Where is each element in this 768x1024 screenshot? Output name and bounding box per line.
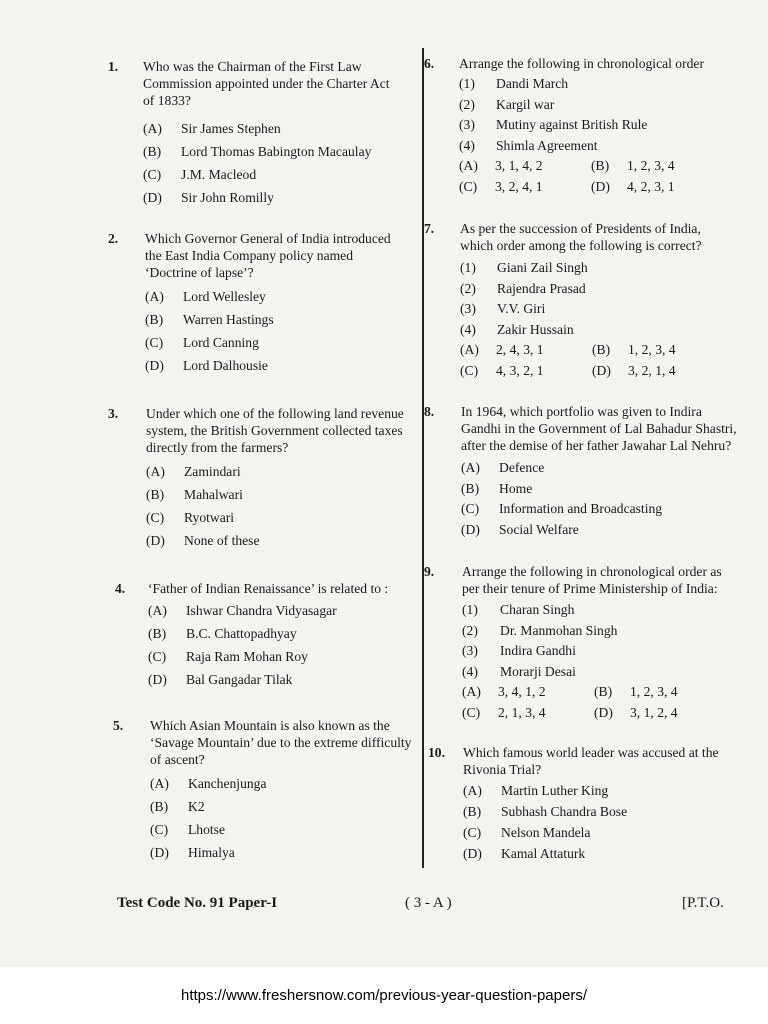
option-label: (B) [146,487,165,502]
answer-label: (B) [591,158,610,173]
question-text-line: Which Governor General of India introduced [145,231,391,246]
option-text: Dandi March [496,76,569,91]
option-text: Mahalwari [184,487,243,502]
question-number: 3. [108,406,119,421]
question-text [143,58,418,109]
option-label: (B) [150,799,169,814]
option-text: Mutiny against British Rule [496,117,648,132]
option-label: (D) [148,672,167,687]
question-text-line: Commission appointed under the Charter Act [143,76,390,91]
question-text-line: In 1964, which portfolio was given to Indira [461,404,702,419]
answer-label: (B) [592,342,611,357]
option-text: B.C. Chattopadhyay [186,626,297,641]
option-text: Zakir Hussain [497,321,574,337]
option-text: Lord Dalhousie [183,358,268,373]
question-text [145,230,420,281]
answer-text: 3, 1, 2, 4 [630,704,678,720]
option-label: (D) [143,190,162,205]
option-text: Information and Broadcasting [499,501,663,516]
question-text [459,55,749,72]
question-text-line: Gandhi in the Government of Lal Bahadur Shastri, [461,421,737,436]
option-label: (3) [460,301,476,316]
question-text-line: the East India Company policy named [145,248,354,263]
question-text-line: of ascent? [150,752,205,767]
question-number: 6. [424,56,435,71]
source-url-link[interactable]: https://www.freshersnow.com/previous-year-question-papers/ [180,987,587,1004]
option-text: Defence [499,460,545,475]
question-text-line: after the demise of her father Jawahar Lal Nehru? [461,438,732,453]
option-label: (4) [459,137,475,153]
question-text-line: ‘Father of Indian Renaissance’ is related to : [148,581,389,596]
option-text: Giani Zail Singh [497,260,588,275]
question-text-line: ‘Doctrine of lapse’? [145,265,254,280]
option-text: Subhash Chandra Bose [501,804,628,819]
option-text: Raja Ram Mohan Roy [186,649,308,664]
answer-text: 1, 2, 3, 4 [627,158,675,173]
option-label: (C) [145,335,164,350]
answer-text: 4, 3, 2, 1 [496,362,544,378]
answer-label: (B) [594,684,613,699]
option-text: Indira Gandhi [500,643,576,658]
option-text: Home [499,480,533,496]
option-text: Zamindari [184,464,241,479]
option-label: (B) [143,144,162,159]
answer-text: 3, 2, 4, 1 [495,178,543,194]
question-text-line: system, the British Government collected taxes [146,423,403,438]
option-label: (D) [461,521,480,537]
option-text: Kargil war [496,96,555,112]
question-text [150,717,425,768]
please-turn-over: [P.T.O. [682,895,724,911]
answer-label: (C) [459,178,478,194]
question-text [461,403,751,454]
question-text-line: Rivonia Trial? [463,762,542,777]
option-text: Morarji Desai [500,663,576,679]
option-label: (C) [146,510,165,525]
option-label: (D) [463,846,482,861]
question-text-line: Who was the Chairman of the First Law [143,59,362,74]
option-text: None of these [184,533,260,548]
question-number: 1. [108,59,119,74]
option-label: (A) [146,464,165,479]
question-text-line: Arrange the following in chronological order [459,56,704,71]
question-text-line: As per the succession of Presidents of India, [460,221,701,236]
question-text-line: Arrange the following in chronological order as [462,564,722,579]
answer-label: (A) [460,342,479,357]
option-label: (C) [143,167,162,182]
question-text-line: Which famous world leader was accused at the [463,745,719,760]
option-text: Social Welfare [499,521,579,537]
question-number: 7. [424,221,435,236]
question-number: 2. [108,231,119,246]
question-text-line: of 1833? [143,93,191,108]
option-text: Bal Gangadar Tilak [186,672,293,687]
option-label: (A) [148,603,167,618]
option-text: Nelson Mandela [501,825,591,840]
question-text [462,563,752,597]
answer-text: 1, 2, 3, 4 [628,342,676,357]
answer-text: 3, 2, 1, 4 [628,362,676,378]
answer-label: (A) [462,684,481,699]
question-text [146,405,421,456]
option-text: Lord Wellesley [183,289,266,304]
answer-label: (C) [460,362,479,378]
option-label: (C) [461,501,480,516]
option-label: (A) [463,783,482,798]
question-number: 5. [113,718,124,733]
option-label: (1) [462,602,478,617]
question-text-line: directly from the farmers? [146,440,289,455]
option-text: Sir John Romilly [181,190,274,205]
option-label: (2) [462,622,478,638]
option-label: (A) [150,776,169,791]
option-text: Lord Canning [183,335,259,350]
option-label: (B) [148,626,167,641]
option-label: (C) [463,825,482,840]
option-label: (A) [145,289,164,304]
answer-text: 3, 4, 1, 2 [498,684,546,699]
page-number: ( 3 - A ) [405,895,452,911]
test-code: Test Code No. 91 Paper-I [117,895,278,911]
option-text: Martin Luther King [501,783,609,798]
option-text: Rajendra Prasad [497,280,586,296]
answer-label: (A) [459,158,478,173]
option-label: (D) [146,533,165,548]
option-label: (3) [459,117,475,132]
question-text [148,580,423,597]
option-text: Lhotse [188,822,225,837]
option-text: Warren Hastings [183,312,274,327]
option-label: (B) [461,480,480,496]
option-label: (4) [460,321,476,337]
option-label: (A) [461,460,480,475]
option-label: (4) [462,663,478,679]
option-text: Kamal Attaturk [501,846,586,861]
question-text [460,220,750,254]
answer-text: 2, 4, 3, 1 [496,342,544,357]
option-text: Himalya [188,845,235,860]
option-text: V.V. Giri [497,301,546,316]
option-text: Sir James Stephen [181,121,281,136]
option-label: (D) [150,845,169,860]
option-label: (1) [459,76,475,91]
option-text: Charan Singh [500,602,575,617]
question-text-line: per their tenure of Prime Ministership of India: [462,581,718,596]
question-number: 10. [428,745,445,760]
question-number: 9. [424,564,435,579]
answer-text: 2, 1, 3, 4 [498,704,546,720]
option-label: (D) [145,358,164,373]
option-text: Ishwar Chandra Vidyasagar [186,603,337,618]
option-label: (2) [460,280,476,296]
option-text: Kanchenjunga [188,776,267,791]
page-footer [0,895,768,917]
option-label: (2) [459,96,475,112]
option-text: Lord Thomas Babington Macaulay [181,144,372,159]
option-label: (C) [150,822,169,837]
answer-label: (D) [591,178,610,194]
answer-text: 3, 1, 4, 2 [495,158,543,173]
answer-label: (D) [592,362,611,378]
answer-label: (D) [594,704,613,720]
option-text: K2 [188,799,205,814]
question-text-line: ‘Savage Mountain’ due to the extreme difficulty [150,735,412,750]
question-text [463,744,753,778]
answer-text: 1, 2, 3, 4 [630,684,678,699]
question-text-line: which order among the following is correct? [460,238,702,253]
question-text-line: Under which one of the following land revenue [146,406,404,421]
answer-text: 4, 2, 3, 1 [627,178,675,194]
option-text: Ryotwari [184,510,235,525]
option-label: (3) [462,643,478,658]
answer-label: (C) [462,704,481,720]
option-label: (B) [463,804,482,819]
option-label: (1) [460,260,476,275]
option-label: (C) [148,649,167,664]
option-label: (B) [145,312,164,327]
question-number: 4. [115,581,126,596]
option-text: J.M. Macleod [181,167,257,182]
option-text: Shimla Agreement [496,137,598,153]
option-text: Dr. Manmohan Singh [500,622,618,638]
question-text-line: Which Asian Mountain is also known as the [150,718,390,733]
option-label: (A) [143,121,162,136]
question-number: 8. [424,404,435,419]
